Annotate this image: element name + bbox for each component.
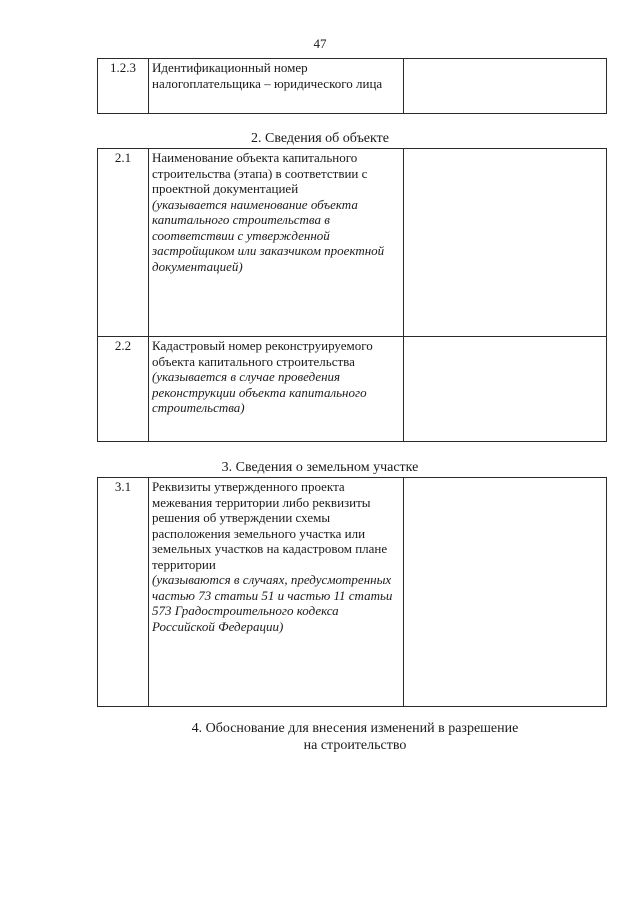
row-label (149, 149, 404, 337)
table-row (98, 59, 607, 114)
row-note-text: (указываются в случаях, предусмотренных частью 73 статьи 51 и частью 11 статьи 573 Градостроительного кодекса Российской Федерации) (152, 572, 393, 634)
table-row (98, 149, 607, 337)
row-value-cell[interactable] (404, 478, 607, 707)
section-2-title: 2. Сведения об объекте (251, 131, 389, 146)
row-note-text: (указывается наименование объекта капитального строительства в соответствии с утвержденной застройщиком или заказчиком проектной документацией) (152, 196, 385, 274)
land-plot-table (97, 477, 607, 707)
row-label (149, 59, 404, 114)
row-label-text: Кадастровый номер реконструируемого объекта капитального строительства (152, 338, 373, 369)
row-number: 2.2 (98, 337, 149, 442)
row-label-text: Реквизиты утвержденного проекта межевания территории либо реквизиты решения об утверждении схемы расположения земельного участка или земельных участков на кадастровом плане территории (152, 479, 388, 572)
object-info-table (97, 148, 607, 442)
row-note-text: (указывается в случае проведения реконструкции объекта капитального строительства) (152, 369, 367, 415)
row-value-cell[interactable] (404, 149, 607, 337)
section-3-title: 3. Сведения о земельном участке (221, 460, 419, 475)
row-number: 1.2.3 (98, 59, 149, 114)
row-value-cell[interactable] (404, 337, 607, 442)
row-label-text: Идентификационный номер налогоплательщика – юридического лица (152, 60, 383, 91)
table-row (98, 478, 607, 707)
section-4-title-line-1: 4. Обоснование для внесения изменений в разрешение (191, 721, 519, 736)
table-row (98, 337, 607, 442)
section-4-title-line-2: на строительство (303, 738, 407, 753)
row-label-text: Наименование объекта капитального строительства (этапа) в соответствии с проектной документацией (152, 150, 368, 196)
section-4-title (150, 720, 560, 754)
row-number: 3.1 (98, 478, 149, 707)
row-value-cell[interactable] (404, 59, 607, 114)
row-label (149, 478, 404, 707)
page-number: 47 (313, 36, 327, 51)
row-number: 2.1 (98, 149, 149, 337)
taxpayer-id-table (97, 58, 607, 114)
row-label (149, 337, 404, 442)
